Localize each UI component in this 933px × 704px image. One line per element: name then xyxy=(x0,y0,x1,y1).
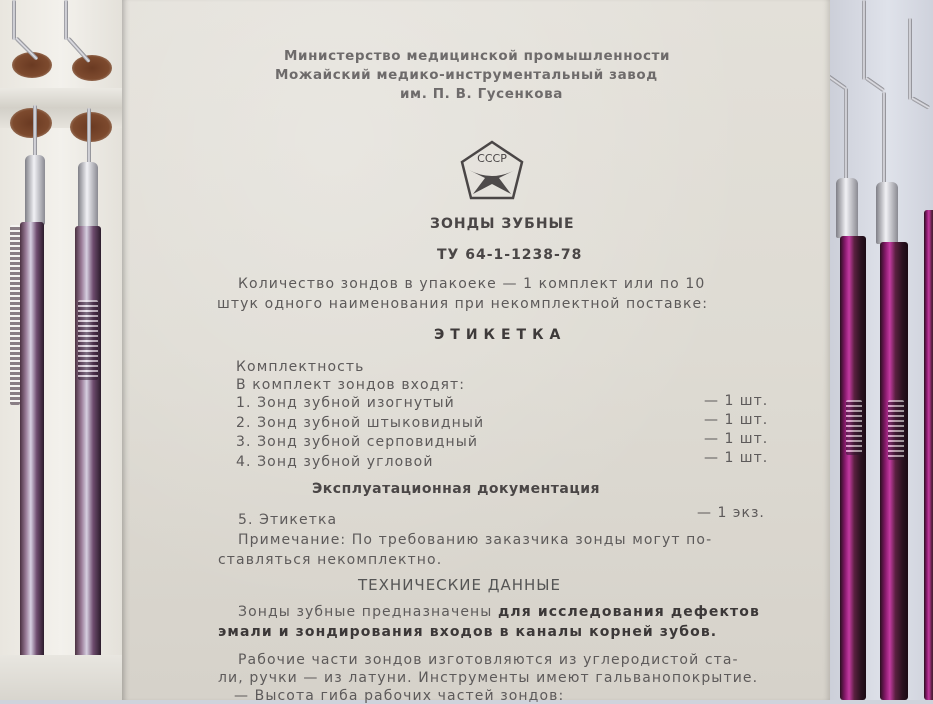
materials-line-3: — Высота гиба рабочих частей зондов: xyxy=(234,688,565,704)
purpose-line-1 xyxy=(238,604,760,620)
probe-shank xyxy=(87,108,91,168)
probe-handle xyxy=(20,222,44,662)
tray-bottom xyxy=(0,655,122,700)
handle-knurling xyxy=(10,225,20,405)
purpose-line-2: эмали и зондирования входов в каналы корней зубов. xyxy=(218,624,718,640)
list-item: 2. Зонд зубной штыковидный xyxy=(236,415,485,431)
instrument-tray-left xyxy=(0,0,122,700)
quality-mark-icon xyxy=(459,140,525,202)
instrument-area-right xyxy=(820,0,933,700)
probe-ferrule xyxy=(78,162,98,228)
list-item-qty: — 1 шт. xyxy=(704,412,769,428)
probe-ferrule xyxy=(25,155,45,225)
header-ministry: Министерство медицинской промышленности xyxy=(284,48,671,64)
materials-line-1: Рабочие части зондов изготовляются из углеродистой ста- xyxy=(238,652,739,668)
handle-knurling xyxy=(78,300,98,380)
tray-hole xyxy=(10,108,52,138)
probe-shank xyxy=(33,105,37,160)
list-item: 4. Зонд зубной угловой xyxy=(236,454,434,470)
intro-line-1: Количество зондов в упакоеке — 1 комплект или по 10 xyxy=(238,276,706,292)
probe-tip xyxy=(862,0,866,80)
spec-number: ТУ 64-1-1238-78 xyxy=(437,247,583,263)
probe-ferrule xyxy=(836,178,858,238)
probe-tip xyxy=(12,0,16,40)
tray-hole xyxy=(72,55,112,81)
instruction-sheet xyxy=(122,0,830,704)
list-item-qty: — 1 экз. xyxy=(697,505,765,521)
probe-handle xyxy=(75,226,101,660)
probe-handle xyxy=(924,210,933,700)
probe-shank xyxy=(844,88,848,180)
probe-shank xyxy=(882,92,886,184)
note-line-2: ставляться некомплектно. xyxy=(218,552,443,568)
list-item: 5. Этикетка xyxy=(238,512,338,528)
probe-ferrule xyxy=(876,182,898,244)
header-named-after: им. П. В. Гусенкова xyxy=(400,86,563,102)
document-title: ЗОНДЫ ЗУБНЫЕ xyxy=(430,216,575,232)
purpose-text: Зонды зубные предназначены xyxy=(238,604,498,620)
list-item-qty: — 1 шт. xyxy=(704,450,769,466)
intro-line-2: штук одного наименования при некомплектной поставке: xyxy=(217,296,709,312)
list-item: 3. Зонд зубной серповидный xyxy=(236,434,479,450)
probe-handle xyxy=(880,242,908,700)
probe-tip xyxy=(908,18,912,100)
probe-tip xyxy=(64,0,68,40)
completeness-heading: Комплектность xyxy=(236,359,365,375)
purpose-text-bold: для исследования дефектов xyxy=(498,604,760,620)
operational-docs-heading: Эксплуатационная документация xyxy=(312,481,600,497)
header-factory: Можайский медико-инструментальный завод xyxy=(275,67,658,83)
probe-handle xyxy=(840,236,866,700)
probe-bend xyxy=(911,96,930,109)
list-item: 1. Зонд зубной изогнутый xyxy=(236,395,455,411)
list-item-qty: — 1 шт. xyxy=(704,431,769,447)
note-line-1: Примечание: По требованию заказчика зонды могут по- xyxy=(238,532,713,548)
label-heading: ЭТИКЕТКА xyxy=(434,327,567,343)
tray-hole xyxy=(70,112,112,142)
tech-data-heading: ТЕХНИЧЕСКИЕ ДАННЫЕ xyxy=(358,576,562,594)
materials-line-2: ли, ручки — из латуни. Инструменты имеют гальванопокрытие. xyxy=(218,670,759,686)
probe-bend xyxy=(865,76,885,92)
list-item-qty: — 1 шт. xyxy=(704,393,769,409)
emblem-text: СССР xyxy=(477,152,507,165)
completeness-subheading: В комплект зондов входят: xyxy=(236,377,466,393)
handle-knurling xyxy=(846,400,862,455)
handle-knurling xyxy=(888,400,904,460)
